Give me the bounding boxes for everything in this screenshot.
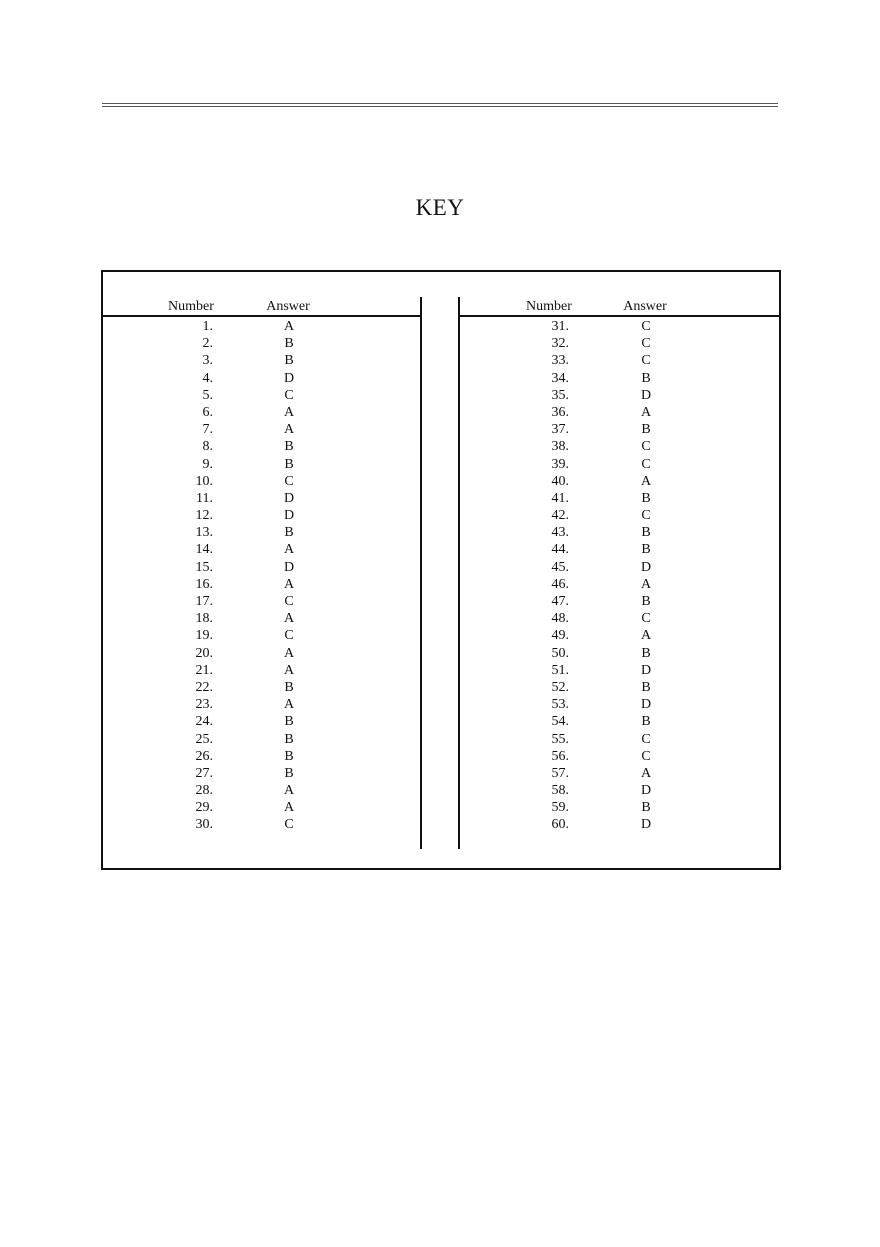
answer-letter: A [640,628,652,644]
answer-letter: A [283,319,295,334]
answer-letter: C [284,628,294,644]
answer-letter: D [640,783,652,799]
answer-letter: A [283,697,295,713]
answer-letter: B [284,336,294,352]
page-title: KEY [415,195,465,220]
answer-letter: A [283,611,295,627]
answer-letter: B [641,645,651,661]
answer-row [459,765,779,782]
answer-letter: B [284,748,294,764]
answer-letter: D [283,490,295,506]
answer-letter: C [641,508,651,524]
answer-letter: D [640,697,652,713]
answer-row [459,370,779,387]
question-number: 1. [202,319,213,334]
question-number: 29. [195,800,213,816]
question-number: 8. [202,439,213,455]
question-number: 12. [195,508,213,524]
answer-row [459,559,779,576]
answer-letter: B [284,439,294,455]
answer-letter: A [283,800,295,816]
answer-row [102,816,422,833]
header-rule-top [102,103,778,104]
question-number: 51. [551,662,569,678]
answer-row [102,421,422,438]
answer-row [102,438,422,455]
answer-row [459,696,779,713]
answer-row [102,645,422,662]
question-number: 5. [202,387,213,403]
answer-letter: A [283,542,295,558]
answer-row [102,610,422,627]
answer-letter: B [641,490,651,506]
answer-letter: B [641,679,651,695]
answer-row [102,696,422,713]
answer-letter: C [284,594,294,609]
answer-letter: B [641,714,651,730]
answer-row [102,748,422,765]
question-number: 43. [551,525,569,541]
question-number: 25. [195,731,213,747]
answer-row [102,713,422,730]
column-header [459,298,779,317]
answer-row [102,490,422,507]
answer-letter: C [641,456,651,472]
answer-row [459,593,779,610]
answer-row [102,765,422,782]
answer-row [102,799,422,816]
answer-letter: A [640,765,652,781]
header-rule-bottom [102,106,778,107]
answer-row [459,645,779,662]
answer-row [459,662,779,679]
question-number: 16. [195,576,213,592]
answer-row [102,782,422,799]
answer-letter: B [284,525,294,541]
question-number: 47. [551,594,569,609]
answer-row [459,421,779,438]
answer-row [102,524,422,541]
answer-row [459,799,779,816]
question-number: 9. [202,456,213,472]
answer-row [102,387,422,404]
question-number: 6. [202,404,213,420]
number-header: Number [168,299,214,314]
answer-row [102,679,422,696]
question-number: 7. [202,422,213,438]
answer-row [459,387,779,404]
answer-letter: A [640,473,652,489]
answer-row [459,576,779,593]
answer-row [459,352,779,369]
answer-letter: B [641,422,651,438]
question-number: 52. [551,679,569,695]
question-number: 60. [551,817,569,833]
answer-list-right [459,317,779,834]
answer-letter: D [283,370,295,386]
answer-letter: A [640,404,652,420]
answer-row [459,748,779,765]
question-number: 41. [551,490,569,506]
question-number: 22. [195,679,213,695]
answer-letter: C [641,336,651,352]
question-number: 13. [195,525,213,541]
question-number: 18. [195,611,213,627]
question-number: 11. [196,490,213,506]
answer-letter: D [640,387,652,403]
question-number: 17. [195,594,213,609]
answer-letter: B [284,714,294,730]
answer-row [459,679,779,696]
question-number: 4. [202,370,213,386]
answer-letter: B [641,370,651,386]
answer-column-left [102,298,422,834]
question-number: 36. [551,404,569,420]
answer-row [102,335,422,352]
answer-letter: A [283,662,295,678]
question-number: 26. [195,748,213,764]
answer-letter: A [283,422,295,438]
question-number: 35. [551,387,569,403]
answer-letter: B [284,456,294,472]
question-number: 50. [551,645,569,661]
answer-letter: D [640,662,652,678]
answer-letter: C [641,611,651,627]
answer-letter: B [284,765,294,781]
answer-letter: A [283,576,295,592]
answer-letter: C [641,319,651,334]
question-number: 3. [202,353,213,369]
answer-letter: C [641,353,651,369]
question-number: 46. [551,576,569,592]
answer-row [102,541,422,558]
answer-row [102,576,422,593]
question-number: 31. [551,319,569,334]
number-header: Number [526,299,572,314]
answer-row [459,713,779,730]
question-number: 24. [195,714,213,730]
answer-letter: D [283,508,295,524]
answer-row [102,456,422,473]
answer-letter: C [284,817,294,833]
question-number: 2. [202,336,213,352]
answer-row [459,490,779,507]
question-number: 39. [551,456,569,472]
question-number: 59. [551,800,569,816]
column-header [102,298,422,317]
answer-row [102,318,422,335]
answer-letter: C [284,387,294,403]
answer-row [102,627,422,644]
answer-letter: A [283,404,295,420]
answer-header: Answer [266,299,310,314]
answer-row [459,438,779,455]
answer-letter: D [640,559,652,575]
question-number: 20. [195,645,213,661]
answer-row [459,335,779,352]
question-number: 10. [195,473,213,489]
answer-row [459,782,779,799]
answer-letter: B [284,679,294,695]
answer-row [102,473,422,490]
answer-letter: C [641,731,651,747]
question-number: 44. [551,542,569,558]
question-number: 53. [551,697,569,713]
question-number: 34. [551,370,569,386]
question-number: 19. [195,628,213,644]
question-number: 37. [551,422,569,438]
answer-letter: B [641,542,651,558]
answer-letter: C [284,473,294,489]
question-number: 54. [551,714,569,730]
answer-letter: A [283,783,295,799]
question-number: 33. [551,353,569,369]
answer-row [459,404,779,421]
answer-row [102,370,422,387]
answer-letter: B [641,525,651,541]
question-number: 45. [551,559,569,575]
answer-header: Answer [623,299,667,314]
question-number: 15. [195,559,213,575]
answer-letter: A [640,576,652,592]
answer-column-right [459,298,779,834]
question-number: 14. [195,542,213,558]
answer-letter: B [641,594,651,609]
answer-row [459,507,779,524]
answer-letter: B [641,800,651,816]
answer-row [459,627,779,644]
question-number: 42. [551,508,569,524]
question-number: 40. [551,473,569,489]
answer-row [102,404,422,421]
answer-row [459,473,779,490]
answer-list-left [102,317,422,834]
question-number: 21. [195,662,213,678]
question-number: 49. [551,628,569,644]
answer-letter: C [641,439,651,455]
answer-row [102,559,422,576]
question-number: 57. [551,765,569,781]
answer-letter: C [641,748,651,764]
answer-row [102,352,422,369]
answer-row [459,731,779,748]
question-number: 30. [195,817,213,833]
question-number: 28. [195,783,213,799]
answer-letter: B [284,731,294,747]
answer-letter: D [640,817,652,833]
answer-row [459,541,779,558]
question-number: 27. [195,765,213,781]
answer-row [102,662,422,679]
answer-row [459,318,779,335]
question-number: 32. [551,336,569,352]
answer-letter: A [283,645,295,661]
question-number: 55. [551,731,569,747]
answer-row [102,593,422,610]
question-number: 58. [551,783,569,799]
question-number: 38. [551,439,569,455]
answer-row [459,524,779,541]
answer-row [459,610,779,627]
answer-row [459,816,779,833]
question-number: 56. [551,748,569,764]
answer-row [459,456,779,473]
answer-letter: D [283,559,295,575]
question-number: 48. [551,611,569,627]
answer-row [102,507,422,524]
answer-row [102,731,422,748]
question-number: 23. [195,697,213,713]
answer-letter: B [284,353,294,369]
